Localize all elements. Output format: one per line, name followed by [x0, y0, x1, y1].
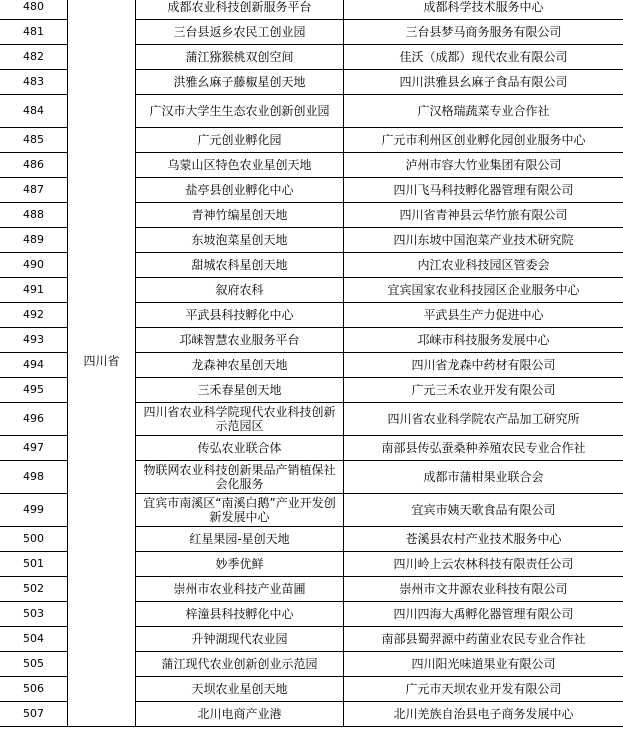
project-name-cell: 叙府农科 [136, 278, 344, 303]
table-row [0, 0, 623, 20]
project-name-cell: 传弘农业联合体 [136, 436, 344, 461]
project-name-cell: 甜城农科星创天地 [136, 253, 344, 278]
operator-cell: 平武县生产力促进中心 [344, 303, 623, 328]
row-number-cell: 506 [0, 677, 68, 702]
operator-cell: 宜宾市姨天歌食品有限公司 [344, 494, 623, 527]
operator-cell: 四川岭上云农林科技有限责任公司 [344, 552, 623, 577]
project-name-cell: 洪雅幺麻子藤椒星创天地 [136, 70, 344, 95]
project-name-cell: 妙季优鲜 [136, 552, 344, 577]
operator-cell: 三台县梦马商务服务有限公司 [344, 20, 623, 45]
operator-cell: 四川东坡中国泡菜产业技术研究院 [344, 228, 623, 253]
row-number-cell: 493 [0, 328, 68, 353]
project-name-cell: 龙森神农星创天地 [136, 353, 344, 378]
operator-cell: 南部县传弘蚕桑种养殖农民专业合作社 [344, 436, 623, 461]
row-number-cell: 483 [0, 70, 68, 95]
row-number-cell: 484 [0, 95, 68, 128]
project-name-cell: 广汉市大学生生态农业创新创业园 [136, 95, 344, 128]
operator-cell: 南部县蜀羿源中药菌业农民专业合作社 [344, 627, 623, 652]
row-number-cell: 496 [0, 403, 68, 436]
project-name-cell: 蒲江现代农业创新创业示范园 [136, 652, 344, 677]
operator-cell: 宜宾国家农业科技园区企业服务中心 [344, 278, 623, 303]
row-number-cell: 491 [0, 278, 68, 303]
row-number-cell: 487 [0, 178, 68, 203]
operator-cell: 崇州市文井源农业科技有限公司 [344, 577, 623, 602]
project-name-cell: 青神竹编星创天地 [136, 203, 344, 228]
row-number-cell: 505 [0, 652, 68, 677]
row-number-cell: 502 [0, 577, 68, 602]
project-name-cell: 东坡泡菜星创天地 [136, 228, 344, 253]
operator-cell: 苍溪县农村产业技术服务中心 [344, 527, 623, 552]
project-name-cell: 宜宾市南溪区“南溪白鹅”产业开发创新发展中心 [136, 494, 344, 527]
row-number-cell: 497 [0, 436, 68, 461]
operator-cell: 四川省龙森中药材有限公司 [344, 353, 623, 378]
operator-cell: 成都市蒲柑果业联合会 [344, 461, 623, 494]
project-name-cell: 蒲江猕猴桃双创空间 [136, 45, 344, 70]
row-number-cell: 494 [0, 353, 68, 378]
project-name-cell: 广元创业孵化园 [136, 128, 344, 153]
operator-cell: 四川阳光味道果业有限公司 [344, 652, 623, 677]
project-name-cell: 物联网农业科技创新果品产销植保社会化服务 [136, 461, 344, 494]
project-name-cell: 天坝农业星创天地 [136, 677, 344, 702]
project-name-cell: 平武县科技孵化中心 [136, 303, 344, 328]
row-number-cell: 480 [0, 0, 68, 20]
project-name-cell: 盐亭县创业孵化中心 [136, 178, 344, 203]
row-number-cell: 482 [0, 45, 68, 70]
row-number-cell: 492 [0, 303, 68, 328]
project-name-cell: 梓潼县科技孵化中心 [136, 602, 344, 627]
project-name-cell: 四川省农业科学院现代农业科技创新示范园区 [136, 403, 344, 436]
row-number-cell: 485 [0, 128, 68, 153]
row-number-cell: 495 [0, 378, 68, 403]
row-number-cell: 503 [0, 602, 68, 627]
operator-cell: 四川省青神县云华竹旅有限公司 [344, 203, 623, 228]
row-number-cell: 488 [0, 203, 68, 228]
operator-cell: 广元三禾农业开发有限公司 [344, 378, 623, 403]
operator-cell: 内江农业科技园区管委会 [344, 253, 623, 278]
operator-cell: 四川飞马科技孵化器管理有限公司 [344, 178, 623, 203]
operator-cell: 广元市天坝农业开发有限公司 [344, 677, 623, 702]
province-cell: 四川省 [68, 0, 136, 727]
operator-cell: 泸州市容大竹业集团有限公司 [344, 153, 623, 178]
row-number-cell: 489 [0, 228, 68, 253]
row-number-cell: 507 [0, 702, 68, 727]
row-number-cell: 481 [0, 20, 68, 45]
project-name-cell: 三禾春星创天地 [136, 378, 344, 403]
operator-cell: 成都科学技术服务中心 [344, 0, 623, 20]
row-number-cell: 501 [0, 552, 68, 577]
operator-cell: 四川洪雅县幺麻子食品有限公司 [344, 70, 623, 95]
project-name-cell: 北川电商产业港 [136, 702, 344, 727]
operator-cell: 邛崃市科技服务发展中心 [344, 328, 623, 353]
project-name-cell: 红星果园-星创天地 [136, 527, 344, 552]
row-number-cell: 490 [0, 253, 68, 278]
row-number-cell: 500 [0, 527, 68, 552]
operator-cell: 北川羌族自治县电子商务发展中心 [344, 702, 623, 727]
row-number-cell: 504 [0, 627, 68, 652]
project-name-cell: 成都农业科技创新服务平台 [136, 0, 344, 20]
project-name-cell: 邛崃智慧农业服务平台 [136, 328, 344, 353]
row-number-cell: 498 [0, 461, 68, 494]
project-name-cell: 乌蒙山区特色农业星创天地 [136, 153, 344, 178]
project-name-cell: 升钟湖现代农业园 [136, 627, 344, 652]
project-name-cell: 崇州市农业科技产业苗圃 [136, 577, 344, 602]
operator-cell: 四川省农业科学院农产品加工研究所 [344, 403, 623, 436]
row-number-cell: 499 [0, 494, 68, 527]
project-name-cell: 三台县返乡农民工创业园 [136, 20, 344, 45]
operator-cell: 广元市利州区创业孵化园创业服务中心 [344, 128, 623, 153]
operator-cell: 广汉格瑞蔬菜专业合作社 [344, 95, 623, 128]
row-number-cell: 486 [0, 153, 68, 178]
operator-cell: 佳沃（成都）现代农业有限公司 [344, 45, 623, 70]
operator-cell: 四川四海大禹孵化器管理有限公司 [344, 602, 623, 627]
